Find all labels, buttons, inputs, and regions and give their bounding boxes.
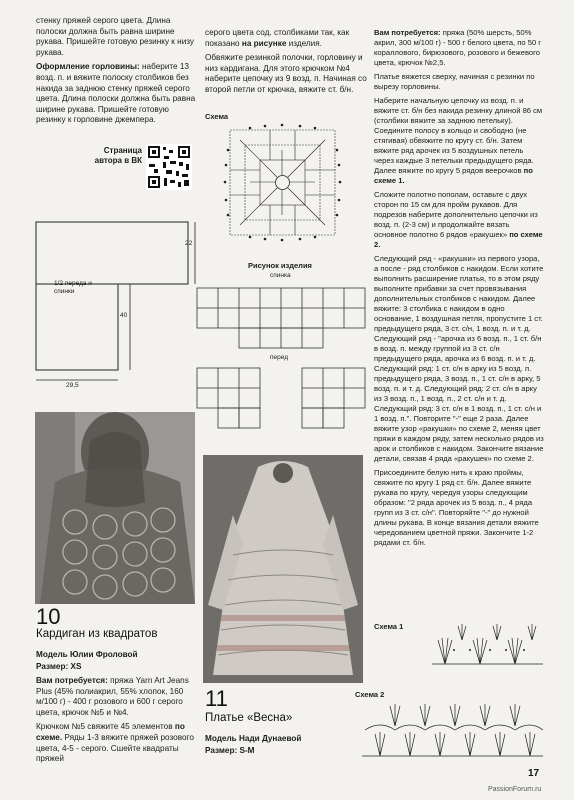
item-number: 11 — [205, 686, 228, 711]
paragraph: Присоедините белую нить к краю проймы, свяжите по кругу 1 ряд ст. б/н. Далее вяжите рукава по кругу, чередуя узоры следующим образом: "2 ряда арочек из 5 возд. п., 4 ряда групп из 3 ст. с/н". Повторяйте "-" до нужной длины рукава. В конце вязания детали вяжите чередованием цветной пряжи. Закончите 1-2 рядами ст. б/н. — [374, 468, 539, 547]
back-label: спинка — [270, 272, 291, 279]
item-model: Модель Юлии Фроловой — [36, 650, 138, 659]
paragraph: Платье вяжется сверху, начиная с резинки по вырезу горловины. — [374, 72, 535, 91]
dim-label: 29,5 — [66, 382, 79, 389]
paragraph: Оформление горловины: наберите 13 возд. п. и вяжите полоску столбиков без накида за заднюю стенку пряжей серого цвета. Длина полоски должна быть равна ширине рукава. Пришейте готовую резинку к горловине джемпера. — [36, 62, 196, 125]
cardigan-photo — [35, 412, 195, 604]
pattern-label: 1/2 переда и спинки — [54, 280, 92, 295]
schema-1-chart — [430, 620, 545, 668]
qr-caption: Страница автора в ВК — [94, 146, 142, 165]
page-number: 17 — [528, 768, 540, 779]
item-title: Платье «Весна» — [205, 712, 293, 724]
paragraph: Следующий ряд - «ракушки» из первого узора, а после - ряд столбиков с накидом. Если хотите выполнить расширение платья, то в этом ряду выполните прибавки за счет провязывания дополнительных столбиков с накидом. Далее вяжите: 3 столбика с накидом в одно основание, 1 воздушная петля, пропустите 1 ст. предыдущего ряда, 3 ст. с/н, 1 возд. п. и т. д. Следующий ряд - "арочка из 6 возд. п., 1 ст. б/н в возд. п. между группой из 3 ст. с/н предыдущего ряда, арочка из 6 возд. п. и т. д. Следующий ряд: 1 ст. с/н в арку из 5 возд. п. предыдущего ряда, 3 возд. п., 1 ст. с/н в арку, 5 возд. п. и т. д. Следующий ряд: 2 ст. с/н в арку из 3 возд. п., 1 возд. п., 2 ст. с/н и т. д. Следующий ряд: 3 ст. с/н в 1 возд. п., 1 ст. с/н и 1 возд. п.". Повторите "-" еще 2 раза. Далее вяжите узор «ракушки» по схеме 2, меняя цвет пряжи в каждом ряду, затем несколько рядов из арок и столбиков с накидом. Закончите вязание детали, связав 4 ряда «ракушек» по схеме 2. — [374, 254, 544, 463]
schema-2-chart — [360, 700, 545, 760]
paragraph: Наберите начальную цепочку из возд. п. и вяжите ст. б/н без накида резинку длиной 86 см (столбики вяжите за заднюю петельку). Соедините полосу в кольцо и свободно (не стягивая) обвяжите по кругу ст. б/н. Затем вяжите ряд арочек из 5 воздушных петель через каждые 3 петельки предыдущего ряда. Далее вяжите по кругу 5 рядов веерочков по схеме 1. — [374, 96, 543, 185]
item-number: 10 — [36, 604, 61, 629]
paragraph: Обвяжите резинкой полочки, горловину и низ кардигана. Для этого крючком №4 наберите цепочку из 9 возд. п. Начиная со второй петли от крючка, вяжите ст. б/н. — [205, 53, 367, 94]
item-model: Модель Нади Дунаевой — [205, 734, 302, 743]
dim-label: 22 — [185, 240, 193, 247]
picture-label: Рисунок изделия — [248, 261, 312, 270]
front-label: перед — [270, 354, 289, 361]
paragraph: стенку пряжей серого цвета. Длина полоски должна быть равна ширине рукава. Пришейте готовую резинку к низу рукава. — [36, 16, 195, 57]
dim-label: 40 — [120, 312, 128, 319]
item-materials: Вам потребуется: пряжа Yarn Art Jeans Plus (45% полиакрил, 55% хлопок, 160 м/100 г) - 400 г розового и 600 г серого цвета, крючок №5 и №4. Крючком №5 свяжите 45 элементов по схеме. Ряды 1-3 вяжите пряжей розового цвета, 4-5 - серого. Сшейте квадраты пряжей — [36, 676, 194, 764]
item-title: Кардиган из квадратов — [36, 628, 158, 640]
paragraph: серого цвета сод. столбиками так, как показано на рисунке изделия. — [205, 28, 350, 48]
watermark: PassionForum.ru — [488, 786, 542, 793]
column-left — [36, 16, 196, 130]
item-size: Размер: S-M — [205, 746, 255, 755]
paragraph: Вам потребуется: пряжа (50% шерсть, 50% акрил, 300 м/100 г) - 500 г белого цвета, по 50 г кораллового, бирюзового, розового и бежевого цвета, крючок №2,5. — [374, 28, 542, 67]
paragraph: Сложите полотно пополам, оставьте с двух сторон по 15 см для пройм рукавов. Для подрезов наберите дополнительно цепочки из возд. п. (2-3 см) и продолжайте вязать основное полотно 6 рядов «ракушек» по схеме 2. — [374, 190, 543, 249]
item-size: Размер: XS — [36, 662, 82, 671]
dress-photo — [203, 455, 363, 683]
qr-code-icon[interactable] — [146, 144, 192, 190]
schema-label: Схема — [205, 112, 229, 121]
schema-2-label: Схема 2 — [355, 690, 385, 699]
schema-1-label: Схема 1 — [374, 622, 404, 631]
sweater-pattern-diagram — [30, 210, 205, 390]
square-crochet-chart — [220, 120, 345, 245]
column-middle — [205, 28, 370, 100]
column-right — [374, 28, 544, 552]
